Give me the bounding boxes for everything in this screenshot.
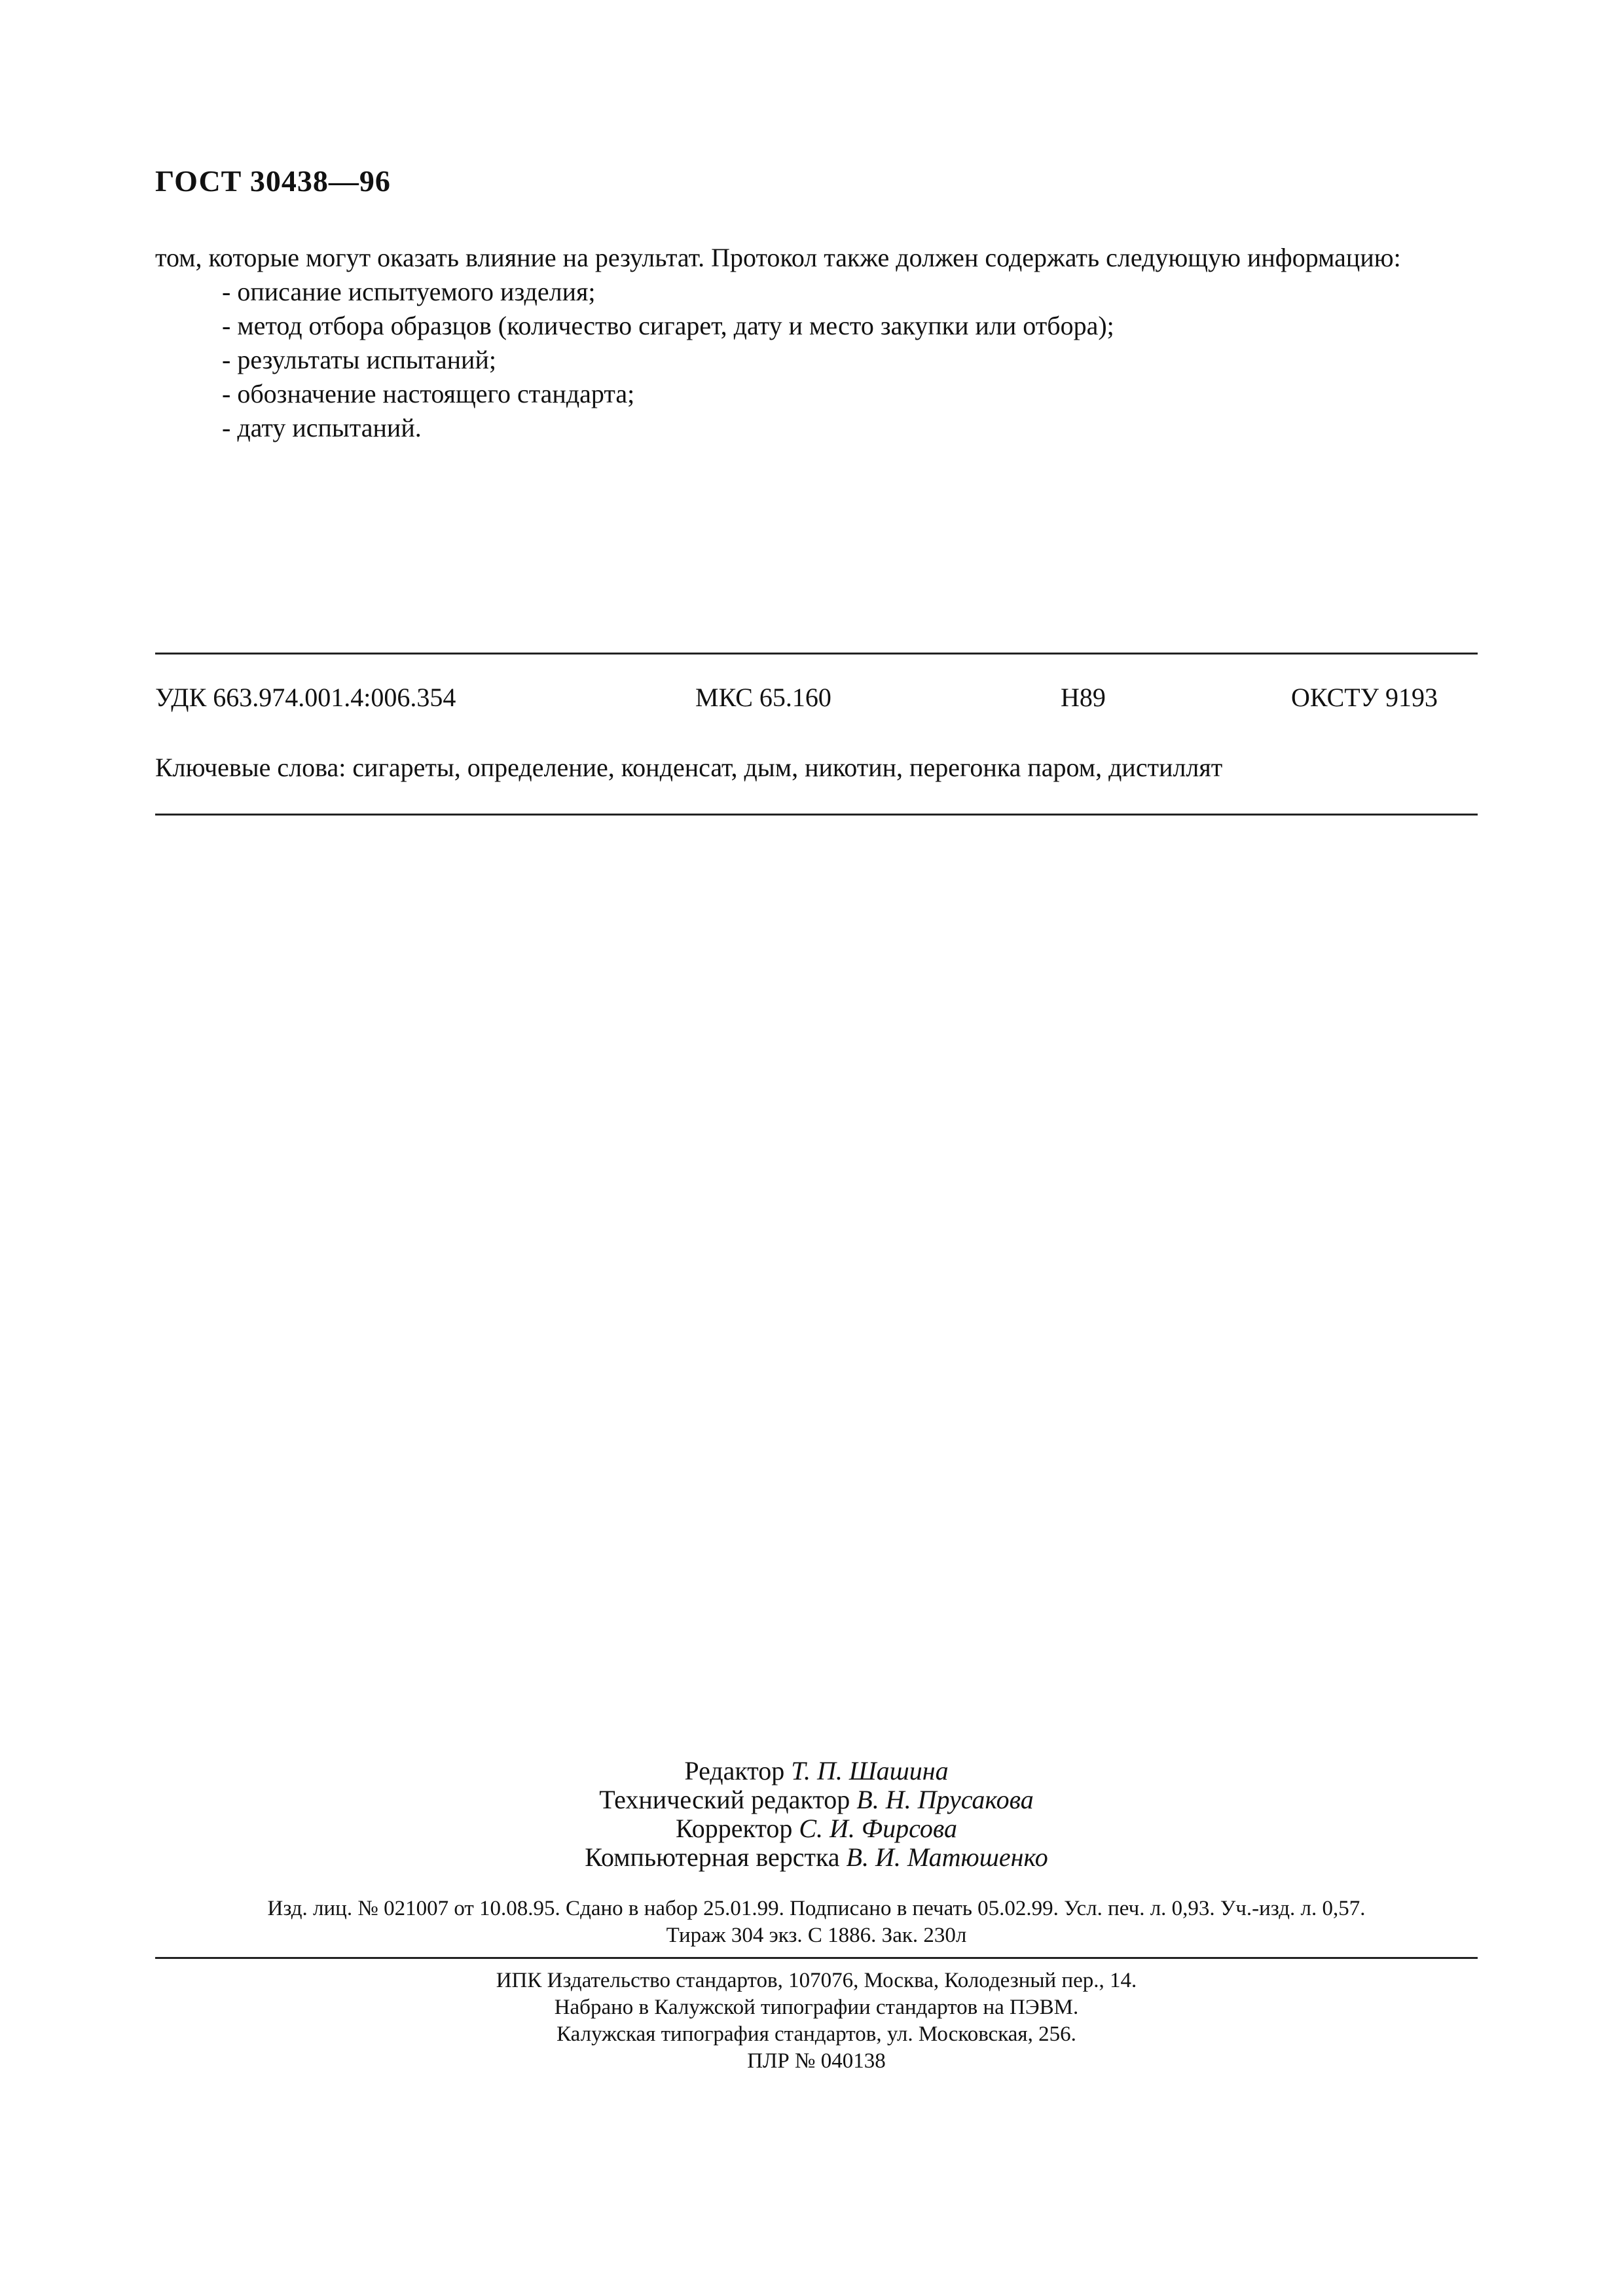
- category-code: Н89: [1061, 683, 1106, 712]
- imprint-block: [155, 1895, 1478, 1949]
- list-item: - обозначение настоящего стандарта;: [222, 379, 635, 408]
- body-text: [155, 241, 1478, 445]
- imprint-line: Тираж 304 экз. С 1886. Зак. 230л: [666, 1924, 967, 1947]
- credit-layout: [155, 1843, 1478, 1872]
- tech-editor-name: В. Н. Прусакова: [856, 1785, 1034, 1814]
- publisher-line: Набрано в Калужской типографии стандартов на ПЭВМ.: [554, 1996, 1079, 2019]
- list-item: - результаты испытаний;: [222, 345, 496, 374]
- tech-editor-label: Технический редактор: [599, 1785, 850, 1814]
- divider-bottom: [155, 1957, 1478, 1959]
- credits-block: [155, 1757, 1478, 1872]
- editor-label: Редактор: [684, 1756, 785, 1785]
- credit-corrector: [155, 1814, 1478, 1843]
- credit-tech-editor: [155, 1785, 1478, 1814]
- editor-name: Т. П. Шашина: [791, 1756, 949, 1785]
- udk-code: УДК 663.974.001.4:006.354: [155, 683, 456, 712]
- publisher-line: ПЛР № 040138: [747, 2049, 886, 2073]
- list-item: - метод отбора образцов (количество сигарет, дату и место закупки или отбора);: [222, 311, 1114, 340]
- divider-top: [155, 653, 1478, 655]
- mks-code: МКС 65.160: [695, 683, 831, 712]
- keywords-line: Ключевые слова: сигареты, определение, конденсат, дым, никотин, перегонка паром, дистиллят: [155, 753, 1223, 782]
- corrector-label: Корректор: [676, 1814, 793, 1843]
- list-item: - описание испытуемого изделия;: [222, 277, 596, 306]
- document-header: ГОСТ 30438—96: [155, 164, 391, 198]
- list-item: - дату испытаний.: [222, 413, 422, 442]
- corrector-name: С. И. Фирсова: [799, 1814, 957, 1843]
- okstu-code: ОКСТУ 9193: [1291, 683, 1438, 712]
- publisher-block: [155, 1967, 1478, 2075]
- requirements-list: [155, 275, 1478, 445]
- layout-name: В. И. Матюшенко: [846, 1842, 1048, 1872]
- layout-label: Компьютерная верстка: [585, 1842, 840, 1872]
- publisher-line: ИПК Издательство стандартов, 107076, Москва, Колодезный пер., 14.: [496, 1969, 1137, 1992]
- publisher-line: Калужская типография стандартов, ул. Московская, 256.: [556, 2022, 1076, 2046]
- credit-editor: [155, 1757, 1478, 1785]
- body-paragraph: том, которые могут оказать влияние на результат. Протокол также должен содержать следующую информацию:: [155, 243, 1401, 272]
- imprint-line: Изд. лиц. № 021007 от 10.08.95. Сдано в набор 25.01.99. Подписано в печать 05.02.99. Усл. печ. л. 0,93. Уч.-изд. л. 0,57.: [267, 1897, 1366, 1920]
- divider-keywords: [155, 814, 1478, 816]
